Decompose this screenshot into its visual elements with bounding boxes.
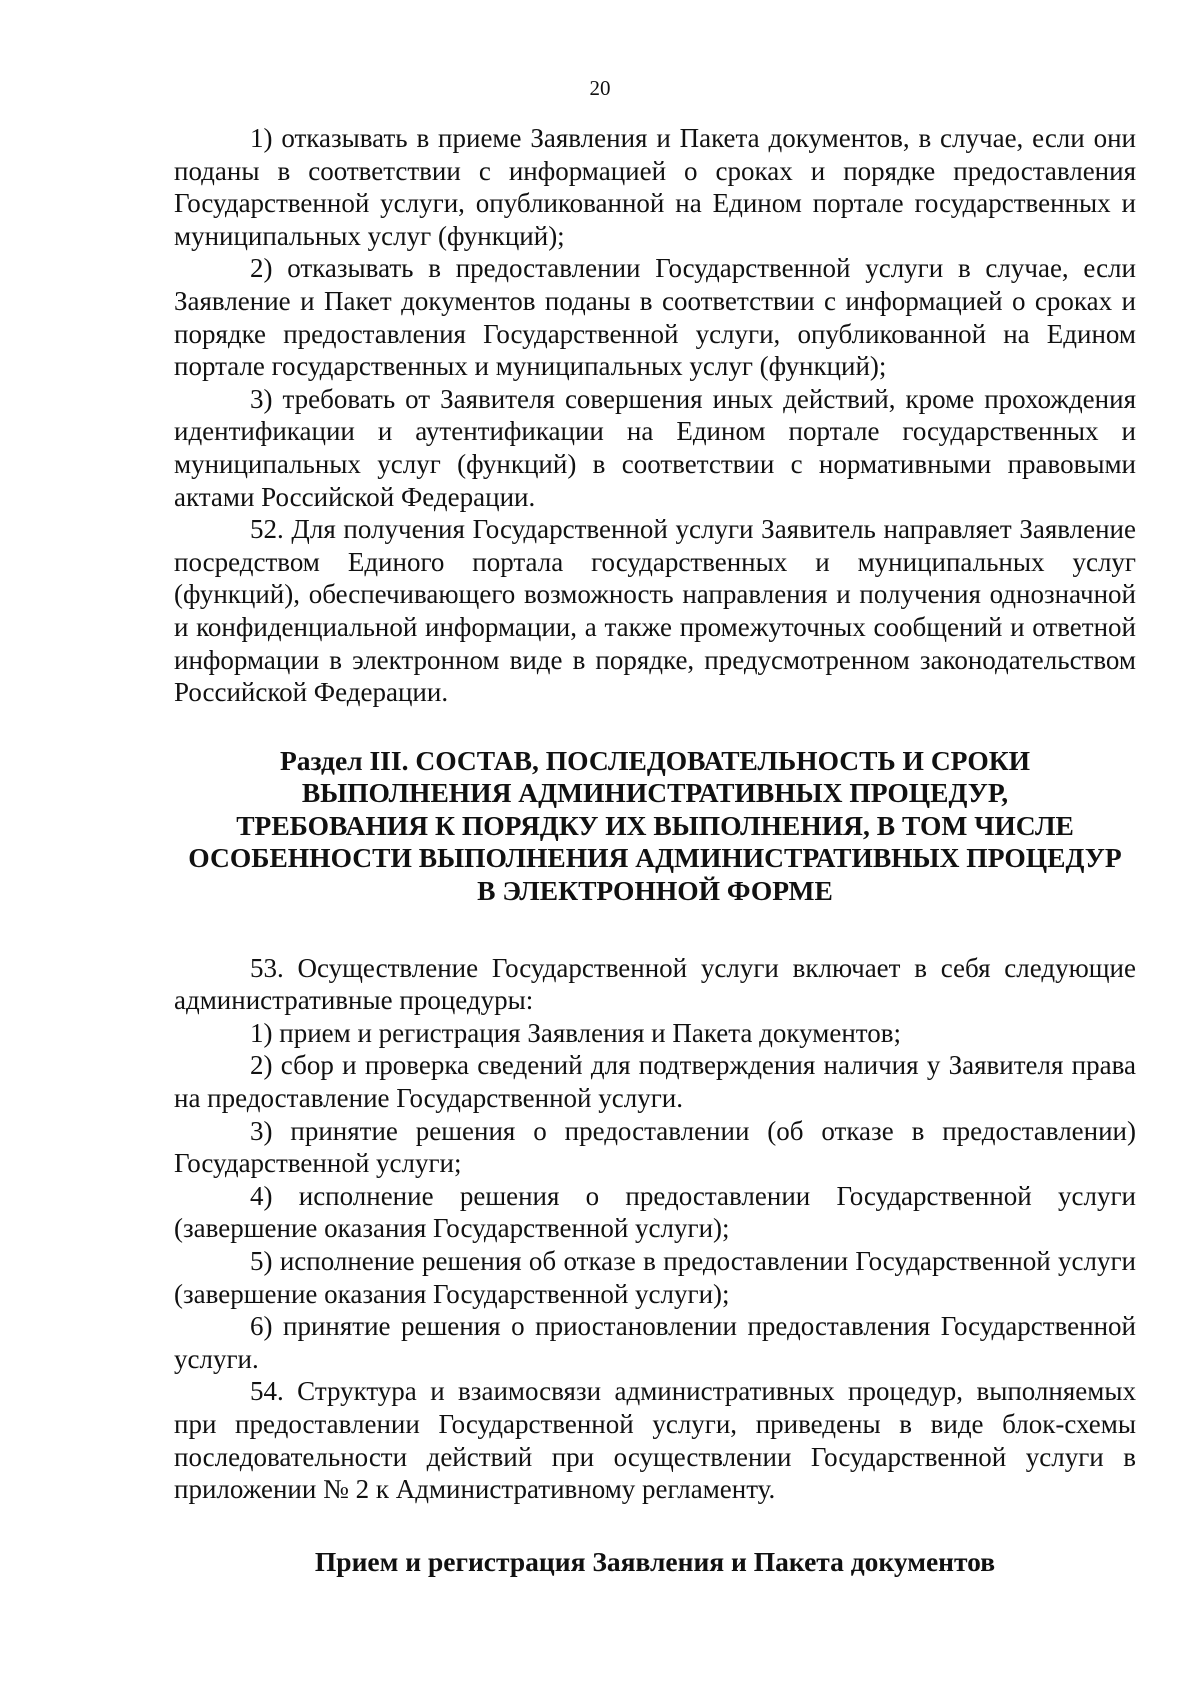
section-heading-line: ВЫПОЛНЕНИЯ АДМИНИСТРАТИВНЫХ ПРОЦЕДУР,: [301, 777, 1009, 809]
page-number: 20: [589, 76, 611, 100]
section-heading-line: В ЭЛЕКТРОННОЙ ФОРМЕ: [477, 875, 833, 907]
paragraph-procedure-4: 4) исполнение решения о предоставлении Государственной услуги (завершение оказания Государственной услуги);: [174, 1180, 1136, 1244]
paragraph-item-1: 1) отказывать в приеме Заявления и Пакета документов, в случае, если они поданы в соответствии с информацией о сроках и порядке предоставления Государственной услуги, опубликованной на Едином портале государственных и муниципальных услуг (функций);: [174, 123, 1136, 251]
section-heading-line: ОСОБЕННОСТИ ВЫПОЛНЕНИЯ АДМИНИСТРАТИВНЫХ ПРОЦЕДУР: [188, 842, 1122, 874]
subsection-heading: Прием и регистрация Заявления и Пакета документов: [314, 1545, 996, 1577]
section-heading: [174, 745, 1136, 908]
document-body: [174, 122, 1136, 1578]
paragraph-item-3: 3) требовать от Заявителя совершения иных действий, кроме прохождения идентификации и аутентификации на Едином портале государственных и муниципальных услуг (функций) в соответствии с нормативными правовыми актами Российской Федерации.: [174, 383, 1136, 512]
section-heading-line: Раздел III. СОСТАВ, ПОСЛЕДОВАТЕЛЬНОСТЬ И СРОКИ: [279, 744, 1031, 776]
paragraph-procedure-2: 2) сбор и проверка сведений для подтверждения наличия у Заявителя права на предоставление Государственной услуги.: [174, 1050, 1136, 1114]
paragraph-procedure-1: 1) прием и регистрация Заявления и Пакета документов;: [250, 1017, 901, 1048]
paragraph-53: 53. Осуществление Государственной услуги включает в себя следующие административные процедуры:: [174, 952, 1136, 1016]
section-heading-line: ТРЕБОВАНИЯ К ПОРЯДКУ ИХ ВЫПОЛНЕНИЯ, В ТОМ ЧИСЛЕ: [236, 809, 1074, 841]
paragraph-procedure-3: 3) принятие решения о предоставлении (об отказе в предоставлении) Государственной услуги;: [174, 1115, 1136, 1179]
paragraph-procedure-5: 5) исполнение решения об отказе в предоставлении Государственной услуги (завершение оказания Государственной услуги);: [174, 1246, 1136, 1309]
paragraph-54: 54. Структура и взаимосвязи административных процедур, выполняемых при предоставлении Государственной услуги, приведены в виде блок-схемы последовательности действий при осуществлении Государственной услуги в приложении № 2 к Административному регламенту.: [174, 1376, 1136, 1505]
paragraph-52: 52. Для получения Государственной услуги Заявитель направляет Заявление посредством Единого портала государственных и муниципальных услуг (функций), обеспечивающего возможность направления и получения однозначной и конфиденциальной информации, а также промежуточных сообщений и ответной информации в электронном виде в порядке, предусмотренном законодательством Российской Федерации.: [174, 514, 1136, 708]
paragraph-item-2: 2) отказывать в предоставлении Государственной услуги в случае, если Заявление и Пакет документов поданы в соответствии с информацией о сроках и порядке предоставления Государственной услуги, опубликованной на Едином портале государственных и муниципальных услуг (функций);: [174, 253, 1136, 382]
paragraph-procedure-6: 6) принятие решения о приостановлении предоставления Государственной услуги.: [174, 1311, 1136, 1374]
